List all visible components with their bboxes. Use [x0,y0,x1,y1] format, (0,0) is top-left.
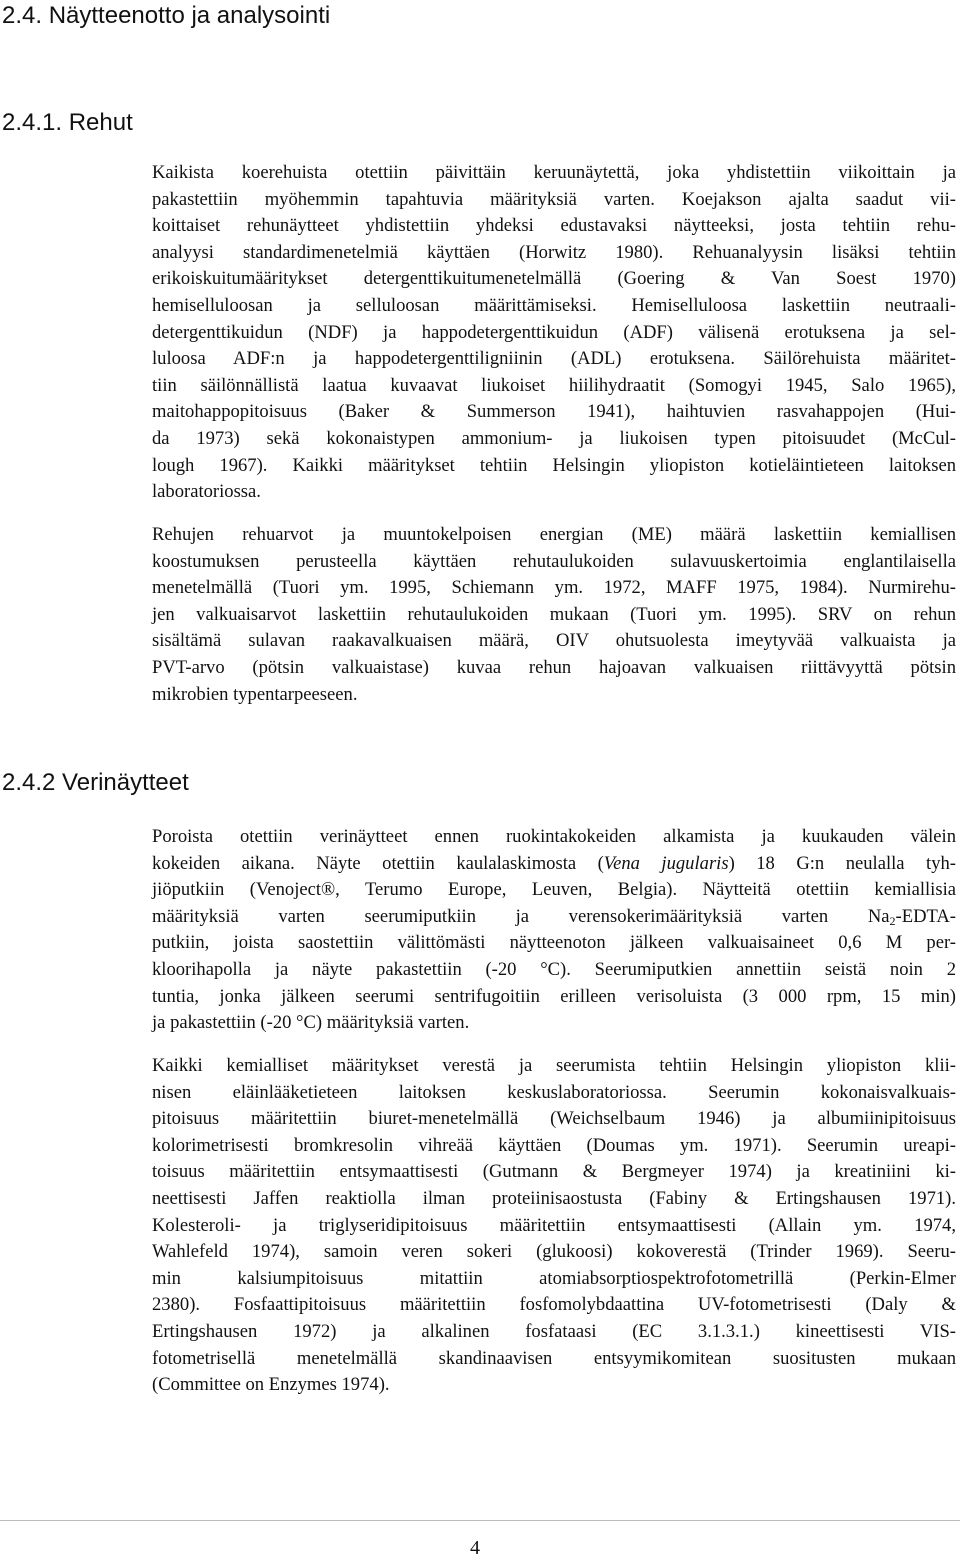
text-line: tuntia, jonka jälkeen seerumi sentrifugoitiin erilleen verisoluista (3 000 rpm, 15 min) [152,985,956,1007]
paragraph-rehut-1 [152,160,956,506]
text-line: PVT-arvo (pötsin valkuaistase) kuvaa rehun hajoavan valkuaisen riittävyyttä pötsin [152,656,956,678]
text-line: analyysi standardimenetelmiä käyttäen (Horwitz 1980). Rehuanalyysin lisäksi tehtiin [152,241,956,263]
text-line: jiöputkiin (Venoject®, Terumo Europe, Leuven, Belgia). Näytteitä otettiin kemiallisia [152,879,956,901]
subscript: 2 [889,913,896,928]
text-segment: ) 18 G:n neulalla tyh- [728,852,956,874]
text-line: min kalsiumpitoisuus mitattiin atomiabsorptiospektrofotometrillä (Perkin-Elmer [152,1267,956,1289]
text-segment: määrityksiä varten seerumiputkiin ja verensokerimäärityksiä varten Na [152,905,890,927]
text-line: luloosa ADF:n ja happodetergenttiligniinin (ADL) erotuksena. Säilörehuista määritet- [152,348,956,370]
subsection-heading-rehut: 2.4.1. Rehut [2,109,133,136]
text-line: pitoisuus määritettiin biuret-menetelmällä (Weichselbaum 1946) ja albumiinipitoisuus [152,1108,956,1130]
text-line: sisältämä sulavan raakavalkuaisen määrä, OIV ohutsuolesta imeytyvää valkuaista ja [152,630,956,652]
text-line: koostumuksen perusteella käyttäen rehutaulukoiden sulavuuskertoimia englantilaisella [152,550,956,572]
text-line: pakastettiin myöhemmin tapahtuvia määrityksiä varten. Koejakson ajalta saadut vii- [152,188,956,210]
text-line: lough 1967). Kaikki määritykset tehtiin Helsingin yliopiston kotieläintieteen laitoksen [152,454,956,476]
paragraph-veri-1 [152,824,956,1037]
page-number: 4 [470,1537,480,1559]
text-line: putkiin, joista saostettiin välittömästi näytteenoton jälkeen valkuaisaineet 0,6 M per- [152,932,956,954]
footer-divider [0,1520,960,1521]
text-line: erikoiskuitumääritykset detergenttikuitumenetelmällä (Goering & Van Soest 1970) [152,268,956,290]
text-line: Wahlefeld 1974), samoin veren sokeri (glukoosi) kokoverestä (Trinder 1969). Seeru- [152,1241,956,1263]
paragraph-rehut-2 [152,522,956,708]
text-line: da 1973) sekä kokonaistypen ammonium- ja liukoisen typen pitoisuudet (McCul- [152,427,956,449]
text-line: Kaikista koerehuista otettiin päivittäin keruunäytettä, joka yhdistettiin viikoittain ja [152,162,956,183]
text-line: Kaikki kemialliset määritykset verestä ja seerumista tehtiin Helsingin yliopiston klii- [152,1055,956,1076]
subsection-heading-verinaytteet: 2.4.2 Verinäytteet [2,769,189,796]
text-line: detergenttikuidun (NDF) ja happodetergenttikuidun (ADF) välisenä erotuksena ja sel- [152,321,956,343]
text-line: Ertingshausen 1972) ja alkalinen fosfataasi (EC 3.1.3.1.) kineettisesti VIS- [152,1320,956,1342]
text-line: maitohappopitoisuus (Baker & Summerson 1941), haihtuvien rasvahappojen (Hui- [152,401,956,423]
text-line: menetelmällä (Tuori ym. 1995, Schiemann ym. 1972, MAFF 1975, 1984). Nurmirehu- [152,577,956,599]
text-line [152,904,956,931]
text-line: koittaiset rehunäytteet yhdistettiin yhdeksi edustavaksi näytteeksi, josta tehtiin rehu- [152,215,956,237]
text-line: kolorimetrisesti bromkresolin vihreää käyttäen (Doumas ym. 1971). Seerumin ureapi- [152,1134,956,1156]
text-line: nisen eläinlääketieteen laitoksen keskuslaboratoriossa. Seerumin kokonaisvalkuais- [152,1081,956,1103]
text-line: kloorihapolla ja näyte pakastettiin (-20 °C). Seerumiputkien annettiin seistä noin 2 [152,958,956,980]
text-line: Kolesteroli- ja triglyseridipitoisuus määritettiin entsymaattisesti (Allain ym. 1974, [152,1214,956,1236]
text-line: ja pakastettiin (-20 °C) määrityksiä varten. [152,1012,470,1034]
paragraph-veri-2 [152,1053,956,1399]
text-line: 2380). Fosfaattipitoisuus määritettiin fosfomolybdaattina UV-fotometrisesti (Daly & [152,1294,956,1316]
text-line: fotometrisellä menetelmällä skandinaavisen entsyymikomitean suositusten mukaan [152,1347,956,1369]
text-line: toisuus määritettiin entsymaattisesti (Gutmann & Bergmeyer 1974) ja kreatiniini ki- [152,1161,956,1183]
latin-term: Vena jugularis [603,852,729,874]
text-line: tiin säilönnällistä laatua kuvaavat liukoiset hiilihydraatit (Somogyi 1945, Salo 1965), [152,374,956,396]
text-segment: kokeiden aikana. Näyte otettiin kaulalaskimosta ( [152,852,604,874]
text-line: neettisesti Jaffen reaktiolla ilman proteiinisaostusta (Fabiny & Ertingshausen 1971). [152,1187,956,1209]
text-line: Poroista otettiin verinäytteet ennen ruokintakokeiden alkamista ja kuukauden välein [152,826,956,847]
text-line: mikrobien typentarpeeseen. [152,683,358,705]
text-line: jen valkuaisarvot laskettiin rehutaulukoiden mukaan (Tuori ym. 1995). SRV on rehun [152,603,956,625]
text-segment: -EDTA- [895,905,956,927]
text-line: (Committee on Enzymes 1974). [152,1374,390,1396]
text-line: hemiselluloosan ja selluloosan määrittämiseksi. Hemiselluloosa laskettiin neutraali- [152,294,956,316]
text-line [152,851,956,878]
section-heading: 2.4. Näytteenotto ja analysointi [2,2,331,29]
text-line: Rehujen rehuarvot ja muuntokelpoisen energian (ME) määrä laskettiin kemiallisen [152,524,956,545]
text-line: laboratoriossa. [152,481,261,503]
